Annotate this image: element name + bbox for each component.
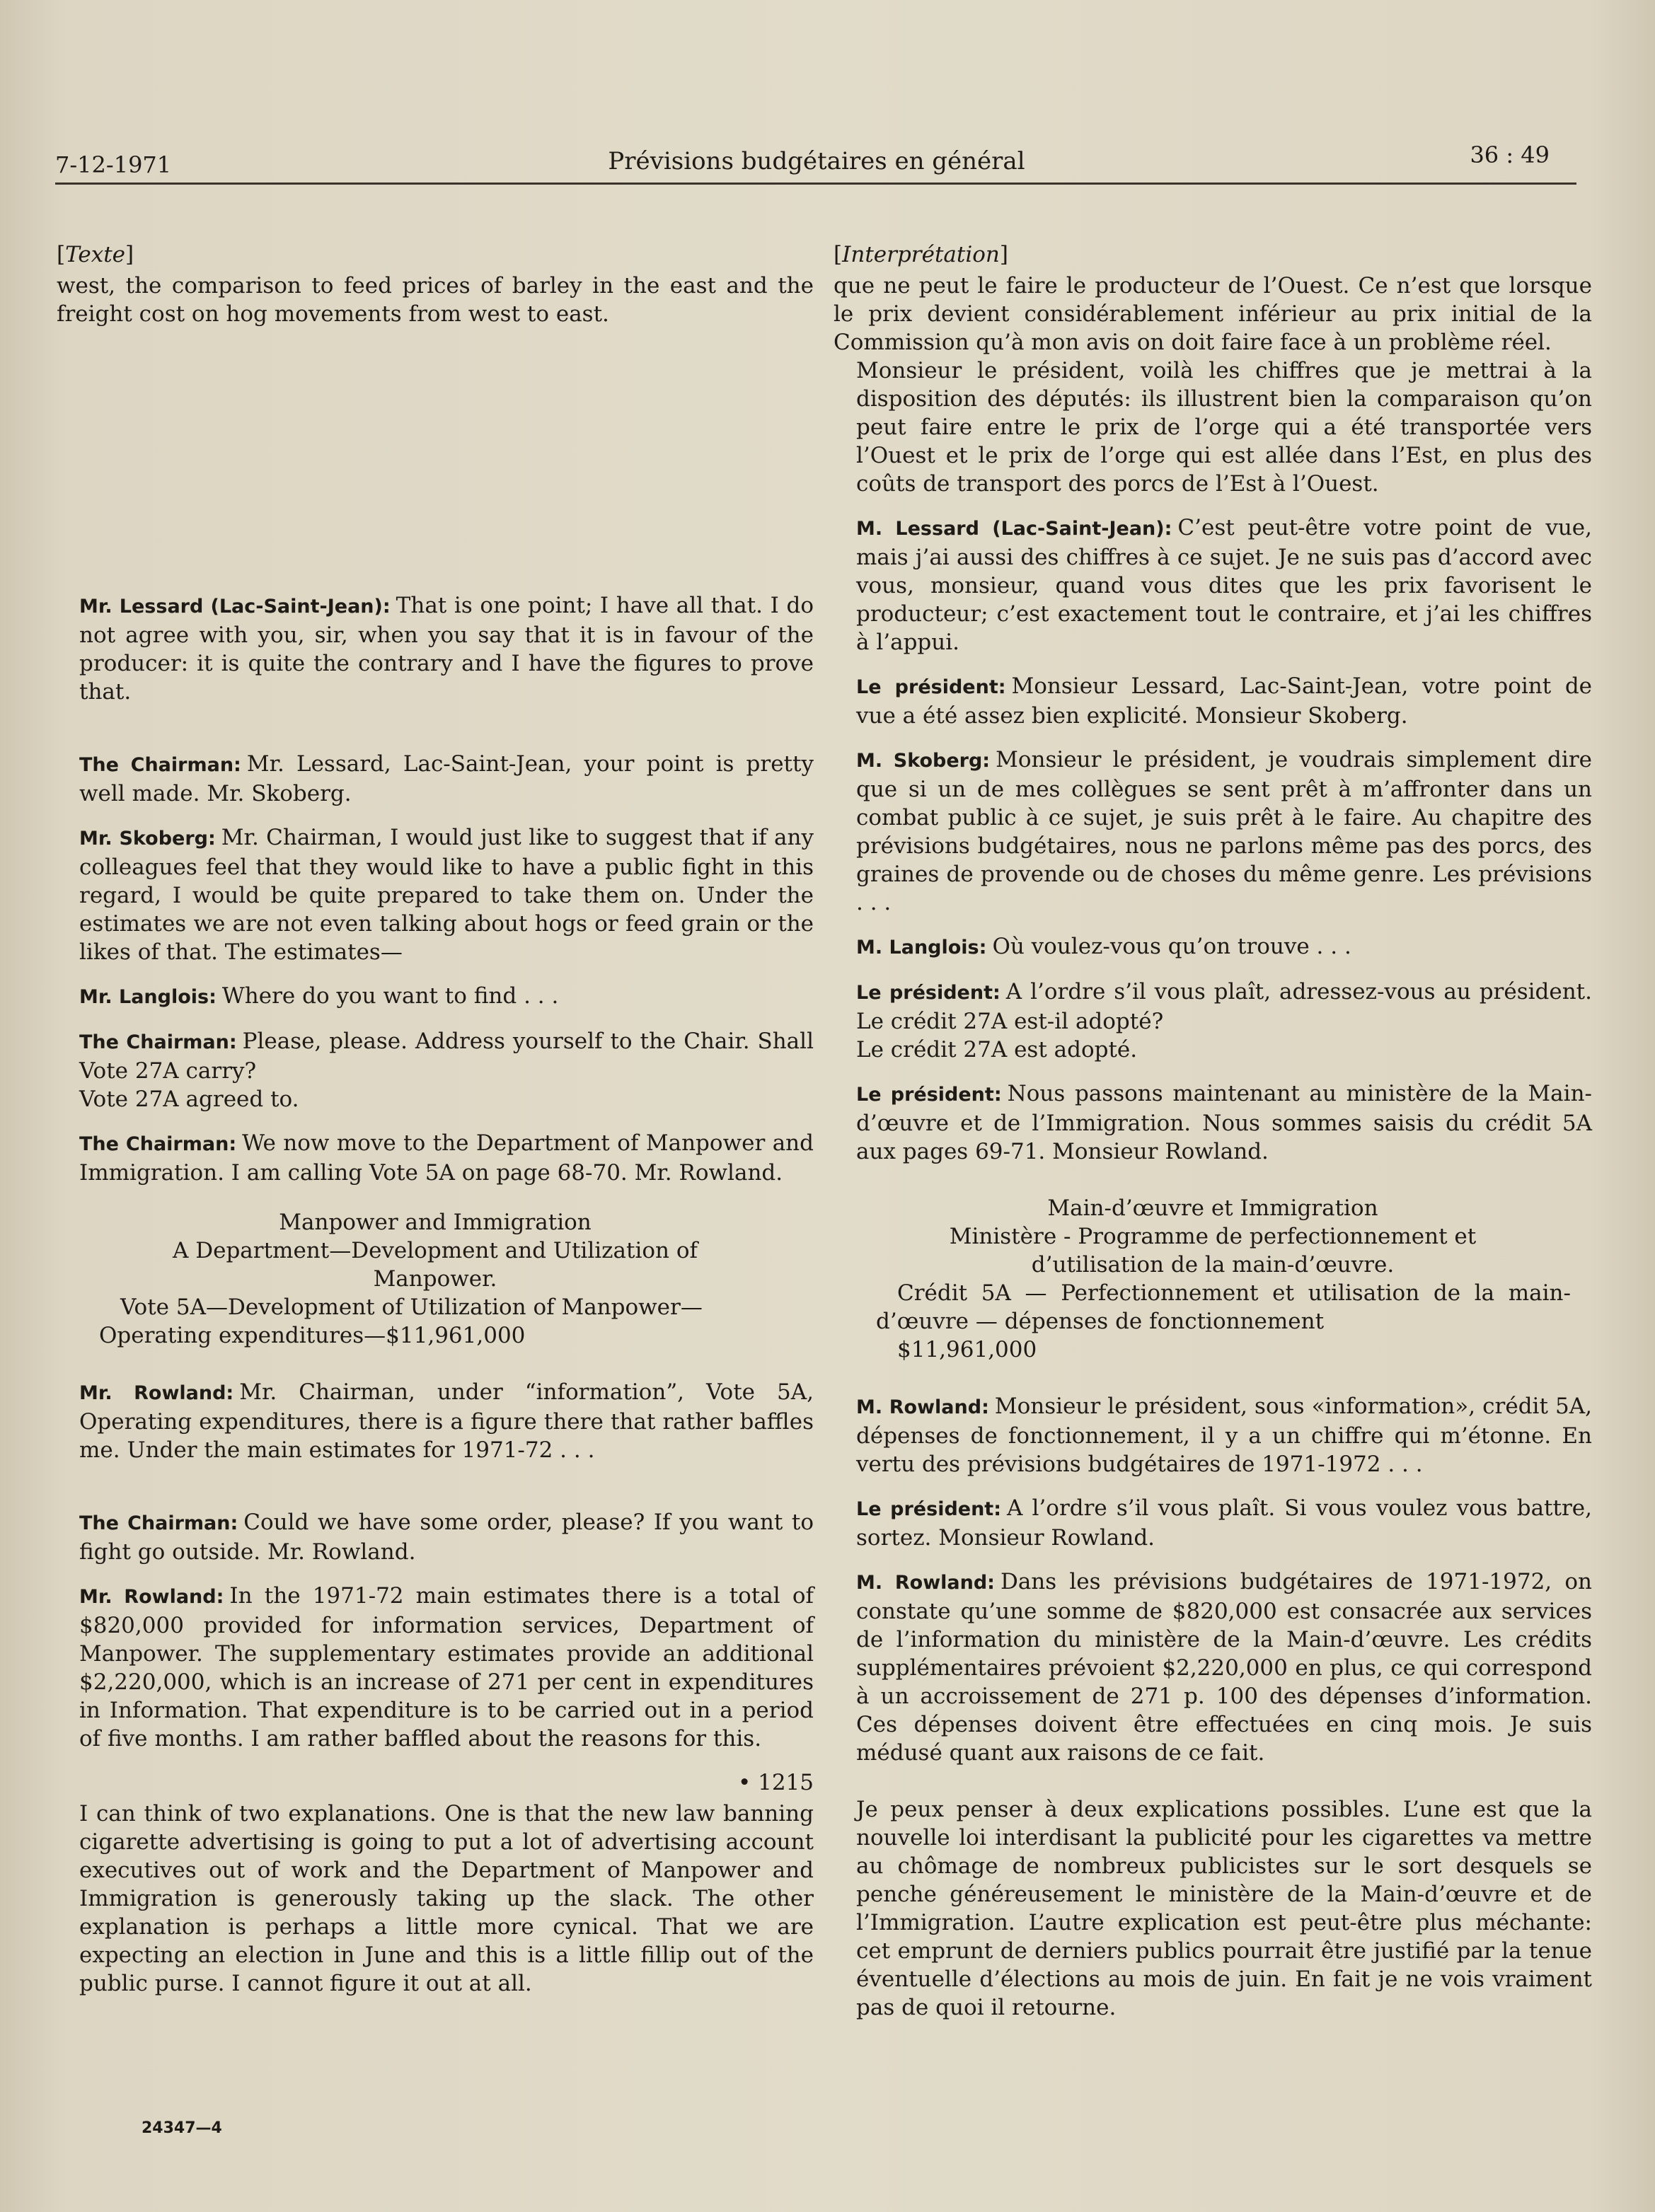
speaker-name: Le président:: [856, 982, 1001, 1004]
heading-department: Main-d’œuvre et Immigration: [1047, 1195, 1378, 1221]
heading-program: Ministère - Programme de perfectionnement et d’utilisation de la main-d’œuvre.: [949, 1224, 1477, 1278]
header-title: Prévisions budgétaires en général: [608, 147, 1025, 175]
speech-text: Dans les prévisions budgétaires de 1971-1972, on constate qu’une somme de $820,000 est consacrée aux services de l’information du ministère de la Main-d’œuvre. Les crédits supplémentaires prévoient $2,220,000 en plus, ce qui correspond à un accroissement de 271 p. 100 des dépenses d’information. Ces dépenses doivent être effectuées en cinq mois. Je suis médusé quant aux raisons de ce fait.: [856, 1569, 1592, 1766]
speaker-name: M. Rowland:: [856, 1572, 995, 1594]
spacer: [57, 344, 814, 591]
speech: [57, 982, 814, 1012]
speech: [834, 746, 1592, 917]
speech-text: That is one point; I have all that. I do not agree with you, sir, when you say that it is in favour of the producer: it is quite the contrary and I have the figures to prove that.: [79, 593, 814, 705]
speech-text: Monsieur le président, je voudrais simplement dire que si un de mes collègues se sent prêt à m’affronter dans un combat public à ce sujet, je suis prêt à le faire. Au chapitre des prévisions budgétaires, nous ne parlons même pas des porcs, des graines de provende ou de choses du même genre. Les prévisions . . .: [856, 747, 1592, 915]
time-marker: • 1215: [737, 1770, 814, 1795]
speaker-name: The Chairman:: [79, 1133, 237, 1155]
speech-text: A l’ordre s’il vous plaît, adressez-vous au président. Le crédit 27A est-il adopté?: [856, 979, 1592, 1034]
speaker-name: M. Rowland:: [856, 1396, 989, 1418]
speaker-name: Le président:: [856, 676, 1006, 698]
header-rule: [55, 183, 1576, 185]
speech: [834, 1494, 1592, 1552]
speech: [834, 1079, 1592, 1166]
speech: [834, 672, 1592, 730]
speech: [57, 591, 814, 706]
speech: [57, 823, 814, 966]
speech-text: Mr. Lessard, Lac-Saint-Jean, your point is pretty well made. Mr. Skoberg.: [79, 751, 814, 806]
vote-heading: [57, 1208, 814, 1350]
speaker-name: Mr. Skoberg:: [79, 828, 216, 850]
speech-text: Mr. Chairman, under “information”, Vote 5A, Operating expenditures, there is a figure there that rather baffles me. Under the main estimates for 1971-72 . . .: [79, 1379, 814, 1463]
vote-result: Le crédit 27A est adopté.: [856, 1037, 1138, 1062]
spacer: [834, 1783, 1592, 1795]
heading-vote: Vote 5A—Development of Utilization of Manpower—Operating expenditures—$11,961,000: [99, 1295, 703, 1348]
speech-text: Nous passons maintenant au ministère de la Main-d’œuvre et de l’Immigration. Nous sommes saisis du crédit 5A aux pages 69-71. Monsieur Rowland.: [856, 1081, 1593, 1164]
speaker-name: The Chairman:: [79, 1031, 237, 1053]
heading-amount: $11,961,000: [897, 1337, 1037, 1362]
speech: [57, 750, 814, 808]
vote-heading: [834, 1194, 1592, 1364]
paragraph: que ne peut le faire le producteur de l’Ouest. Ce n’est que lorsque le prix devient considérablement inférieur au prix initial de la Commission qu’à mon avis on doit faire face à un problème réel.: [834, 273, 1592, 355]
speech: [834, 1392, 1592, 1478]
heading-program: A Department—Development and Utilization of Manpower.: [173, 1238, 698, 1292]
speech-text: Monsieur Lessard, Lac-Saint-Jean, votre point de vue a été assez bien explicité. Monsieur Skoberg.: [856, 673, 1593, 729]
speaker-name: M. Lessard (Lac-Saint-Jean):: [856, 518, 1172, 540]
speech-text: Please, please. Address yourself to the Chair. Shall Vote 27A carry?: [79, 1029, 814, 1084]
speech: [57, 1582, 814, 1753]
section-tag: [ Interprétation ]: [834, 241, 1592, 269]
speaker-name: Mr. Rowland:: [79, 1382, 234, 1404]
french-column: [834, 241, 1592, 2037]
speech: [57, 1027, 814, 1085]
speech: [834, 978, 1592, 1036]
speech-text: Where do you want to find . . .: [221, 983, 559, 1009]
section-tag: [ Texte ]: [57, 241, 814, 269]
speaker-name: Le président:: [856, 1084, 1002, 1106]
paragraph: Monsieur le président, voilà les chiffres que je mettrai à la disposition des députés: ils illustrent bien la comparaison qu’on peut faire entre le prix de l’orge qui a été transportée vers l’Ouest et le prix de l’orge qui est allée dans l’Est, en plus des coûts de transport des porcs de l’Est à l’Ouest.: [856, 358, 1592, 497]
speech-text: Could we have some order, please? If you want to fight go outside. Mr. Rowland.: [79, 1510, 814, 1565]
speech: [834, 1568, 1592, 1767]
speech-text: C’est peut-être votre point de vue, mais j’ai aussi des chiffres à ce sujet. Je ne suis pas d’accord avec vous, monsieur, quand vous dites que les prix favorisent le producteur; c’est exactement tout le contraire, et j’ai les chiffres à l’appui.: [856, 515, 1592, 655]
speech: [57, 1129, 814, 1187]
speaker-name: Mr. Langlois:: [79, 986, 217, 1008]
speech-text: Mr. Chairman, I would just like to suggest that if any colleagues feel that they would like to have a public fight in this regard, I would be quite prepared to take them on. Under the estimates we are not even talking about hogs or feed grain or the likes of that. The estimates—: [79, 825, 814, 965]
speech-text: Où voulez-vous qu’on trouve . . .: [992, 934, 1351, 959]
speech: [834, 514, 1592, 656]
speaker-name: Mr. Lessard (Lac-Saint-Jean):: [79, 596, 391, 618]
speech: [57, 1378, 814, 1464]
print-code: 24347—4: [142, 2119, 222, 2137]
speaker-name: M. Langlois:: [856, 937, 987, 959]
page-number: 36 : 49: [1470, 141, 1550, 168]
speech-text: A l’ordre s’il vous plaît. Si vous voulez vous battre, sortez. Monsieur Rowland.: [856, 1495, 1592, 1551]
speech: [834, 932, 1592, 962]
spacer: [57, 1480, 814, 1508]
speaker-name: The Chairman:: [79, 1512, 238, 1534]
vote-result: Vote 27A agreed to.: [79, 1087, 299, 1112]
spacer: [57, 722, 814, 750]
english-column: [57, 241, 814, 2013]
page-header: [55, 134, 1578, 184]
speech-text: We now move to the Department of Manpower and Immigration. I am calling Vote 5A on page 68-70. Mr. Rowland.: [79, 1130, 814, 1186]
paragraph: west, the comparison to feed prices of barley in the east and the freight cost on hog movements from west to east.: [57, 273, 814, 327]
heading-department: Manpower and Immigration: [279, 1210, 592, 1235]
speaker-name: Mr. Rowland:: [79, 1586, 224, 1608]
speaker-name: Le président:: [856, 1498, 1002, 1520]
paragraph: I can think of two explanations. One is that the new law banning cigarette advertising is going to put a lot of advertising account executives out of work and the Department of Manpower and Immigration is generously taking up the slack. The other explanation is perhaps a little more cynical. That we are expecting an election in June and this is a little fillip out of the public purse. I cannot figure it out at all.: [79, 1801, 814, 1996]
speech-text: In the 1971-72 main estimates there is a total of $820,000 provided for information services, Department of Manpower. The supplementary estimates provide an additional $2,220,000, which is an increase of 271 per cent in expenditures in Information. That expenditure is to be carried out in a period of five months. I am rather baffled about the reasons for this.: [79, 1583, 814, 1751]
speaker-name: The Chairman:: [79, 754, 241, 776]
header-date: 7-12-1971: [55, 151, 172, 178]
heading-vote: Crédit 5A — Perfectionnement et utilisation de la main-d’œuvre — dépenses de fonctionnement: [876, 1280, 1571, 1334]
speech: [57, 1508, 814, 1566]
speaker-name: M. Skoberg:: [856, 750, 991, 772]
speech-text: Monsieur le président, sous «information», crédit 5A, dépenses de fonctionnement, il y a un chiffre qui m’étonne. En vertu des prévisions budgétaires de 1971-1972 . . .: [856, 1394, 1592, 1477]
paragraph: Je peux penser à deux explications possibles. L’une est que la nouvelle loi interdisant la publicité pour les cigarettes va mettre au chômage de nombreux publicistes sur le sort desquels se penche généreusement le ministère de la Main-d’œuvre et de l’Immigration. L’autre explication est peut-être plus méchante: cet emprunt de derniers publics pourrait être justifié par la tenue éventuelle d’élections au mois de juin. En fait je ne vois vraiment pas de quoi il retourne.: [856, 1797, 1592, 2020]
